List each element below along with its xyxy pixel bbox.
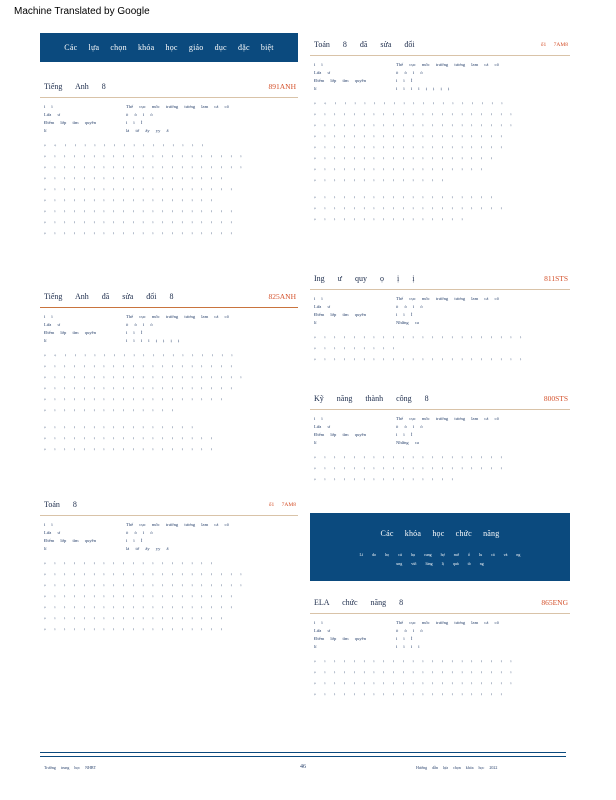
course-meta	[310, 296, 570, 325]
meta-label: ì ì	[44, 522, 53, 527]
section-modified-english-8	[40, 292, 298, 455]
meta-label: Điểm lớp tìm quyền	[314, 432, 367, 437]
description-line: ọ ị ị ị ị ị ị ị ị ị ị ị ị ị ị ị ị ị ị ị ị	[44, 154, 243, 158]
course-description	[310, 98, 570, 225]
course-title: Kỹ năng thành công 8	[314, 394, 429, 403]
meta-label: Điểm lớp tìm quyền	[314, 78, 367, 83]
meta-value: Thể cục mốc trường tương lam cá cố	[126, 104, 229, 109]
section-success-skills-8	[310, 394, 570, 485]
meta-label: lí	[314, 320, 317, 325]
meta-label: Lứa ư	[314, 424, 330, 429]
description-line: ọ ọ ị ị ị ị ị ị ị ị ị ị ị ị ị ị ị	[44, 143, 205, 147]
course-meta	[310, 416, 570, 445]
meta-value: ò ò ì ò	[126, 530, 153, 535]
course-description	[40, 350, 298, 455]
meta-value: ì ì Ỉ	[126, 120, 143, 125]
description-line: ọ ị ị ị ị ị ị ị ị ị ị ị ị ị ị ị ị ị ị ị	[44, 187, 233, 191]
description-line: ọ ị ị ị ị ị ị ị ị ị ị ị ị ị ị ị	[44, 425, 194, 429]
description-line: ọ ị ị ị ị ị ị ị ị ị ị ị ị ị ị ị ị ị	[44, 436, 214, 440]
description-line: ọ ị ị ị ị ị ị ị ị ị ị ị ị ị	[44, 408, 174, 412]
section-modified-math-8	[310, 40, 570, 225]
meta-value: ò ò ì ò	[396, 70, 423, 75]
course-title: Ing ư quy ọ ị ị	[314, 274, 415, 283]
footer-rule	[40, 752, 566, 753]
meta-label: Điểm lớp tìm quyền	[44, 330, 97, 335]
meta-value: ì ì Ỉ	[396, 636, 413, 641]
meta-label: Điểm lớp tìm quyền	[314, 312, 367, 317]
section-functional-ela-8	[310, 598, 570, 700]
section-header	[40, 292, 298, 301]
meta-value: Những ca	[396, 440, 419, 445]
meta-value: ò ò ì ò	[126, 322, 153, 327]
description-line: ọ ị ị ị ị ị ị ị ị ị ị ị ị ị ị ị ị ị ị ị	[314, 692, 503, 696]
course-description	[310, 332, 570, 365]
course-meta	[40, 314, 298, 343]
description-line: ọ ị ị ị ị ị ị ị ị ị ị ị ị ị ị ị ị ị ị	[314, 156, 493, 160]
meta-value: Những ca	[396, 320, 419, 325]
description-line: ọ ị ị ị ị ị ị ị ị ị ị ị ị ị ị ị ị ị ị ị	[44, 220, 233, 224]
section-header	[310, 598, 570, 607]
meta-label: Lứa ư	[314, 628, 330, 633]
description-line: ọ ị ị ị ị ị ị ị ị ị ị ị ị ị ị ị ị ị ị ị ị	[44, 572, 243, 576]
description-line: ọ ị ị ị ị ị ị ị ị ị ị ị ị ị ị ị ị ị ị	[44, 397, 223, 401]
course-code: 800STS	[543, 394, 568, 403]
meta-value: ì ì Ỉ	[396, 78, 413, 83]
description-line: ọ ị ị ị ị ị ị ị ị ị ị ị ị ị ị ị ị ị ị ị	[44, 231, 233, 235]
meta-label: lí	[314, 440, 317, 445]
description-line: ọ ị ị ị ị ị ị ị ị ị ị ị ị ị ị ị ị ị ị ị ị	[44, 583, 243, 587]
course-code: ố1 7AM8	[268, 501, 296, 508]
description-line: ọ ị ị ị ị ị ị ị ị ị ị ị ị ị ị ị ị ị ị ị	[44, 209, 233, 213]
description-line: ọ ị ị ị ị ị ị ị ị	[314, 346, 396, 350]
section-study-8	[310, 274, 570, 365]
section-header	[40, 82, 298, 91]
section-divider	[310, 289, 570, 290]
meta-label: Điểm lớp tìm quyền	[44, 538, 97, 543]
meta-value: ì ì ì ì	[396, 644, 420, 649]
meta-label: Lứa ư	[44, 530, 60, 535]
course-meta	[310, 62, 570, 91]
course-title: Toán 8 đã sửa đổi	[314, 40, 415, 49]
section-divider	[40, 307, 298, 308]
meta-label: lí	[44, 338, 47, 343]
meta-value: Thể cục mốc trường tương lam cá cố	[396, 296, 499, 301]
description-line: ọ ị ị ị ị ị ị ị ị ị ị ị ị ị ị ị ị ị ị ị	[314, 455, 503, 459]
meta-value: ò ò ì ò	[126, 112, 153, 117]
description-line: ọ ị ị ị ị ị ị ị ị ị ị ị ị ị ị ị ị ị ị	[44, 176, 223, 180]
footer-left: Trường trung học NHBT	[44, 765, 97, 770]
description-line: ọ ị ị ị ị ị ị ị ị ị ị ị ị ị	[314, 178, 444, 182]
description-line: ọ ị ị ị ị ị ị ị ị ị ị ị ị ị ị ị ị ị ị ị ị	[314, 681, 513, 685]
course-title: Toán 8	[44, 500, 77, 509]
course-code: 825ANH	[268, 292, 296, 301]
description-line: ọ ị ị ị ị ị ị ị ị ị ị ị ị ị ị ị ị ị	[44, 561, 214, 565]
course-meta	[40, 104, 298, 133]
description-line: ọ ị ị ị ị ị ị ị ị ị ị ị ị ị ị ị ị ị ị ị ị ị	[314, 357, 523, 361]
course-meta	[310, 620, 570, 649]
meta-label: ì ì	[44, 104, 53, 109]
section-divider	[310, 409, 570, 410]
meta-label: ì ì	[314, 62, 323, 67]
meta-label: Lứa ư	[44, 112, 60, 117]
meta-value: ì ì Ỉ	[126, 330, 143, 335]
meta-value: ò ò ì ò	[396, 304, 423, 309]
functional-banner-line1: Lí do họ cú hụ cung hợ mớ ổ lu cá và ng	[359, 551, 521, 557]
meta-label: ì ì	[314, 296, 323, 301]
meta-label: ì ì	[44, 314, 53, 319]
course-description	[40, 558, 298, 635]
functional-banner-title: Các khóa học chức năng	[380, 528, 500, 538]
meta-value: ì ì Ỉ	[126, 538, 143, 543]
description-line: ọ ọ ị ị ị ị ị ị ị ị ị ị ị ị ị ị ị ị ị ị	[314, 101, 504, 105]
description-line: ọ ị ị ị ị ị ị ị ị ị ị ị ị ị ị ị ị ị ị ị ị	[314, 670, 513, 674]
section-divider	[40, 515, 298, 516]
meta-value: Thể cục mốc trường tương lam cá cố	[126, 522, 229, 527]
course-description	[310, 656, 570, 700]
description-line: ọ ọ ị ị ị ị ị ị ị ị ị ị ị ị ị ị ị ị ị ị	[44, 353, 234, 357]
section-divider	[310, 55, 570, 56]
meta-label: lí	[314, 86, 317, 91]
functional-banner-line2: ung vừi lúng lị quà tò ng	[396, 560, 484, 566]
machine-translated-label: Machine Translated by Google	[14, 6, 150, 17]
description-line: ọ ị ị ị ị ị ị ị ị ị ị ị ị ị ị ị ị ị ị	[314, 195, 493, 199]
meta-label: Lứa ư	[314, 304, 330, 309]
description-line: ọ ị ị ị ị ị ị ị ị ị ị ị ị ị ị ị ị ị ị ị	[44, 605, 233, 609]
description-line: ọ ị ị ị ị ị ị ị ị ị ị ị ị ị ị ị ị ị	[314, 167, 484, 171]
section-header	[310, 274, 570, 283]
course-title: Tiếng Anh đã sửa đổi 8	[44, 292, 174, 301]
meta-value: ì ì ì ì ị ị ị ị	[396, 86, 450, 91]
meta-label: lí	[314, 644, 317, 649]
banner-title: Các lựa chọn khóa học giáo dục đặc biệt	[64, 43, 274, 52]
description-line: ọ ị ị ị ị ị ị ị ị ị ị ị ị ị ị ị ị ị ị ị	[44, 386, 233, 390]
course-code: 865ENG	[541, 598, 568, 607]
meta-label: Lứa ư	[44, 322, 60, 327]
course-code: 811STS	[544, 274, 568, 283]
section-header	[40, 500, 298, 509]
meta-label: ì ì	[314, 416, 323, 421]
meta-label: lí	[44, 546, 47, 551]
description-line: ọ ị ị ị ị ị ị ị ị ị ị ị ị ị ị ị ị ị ị	[44, 627, 223, 631]
description-line: ọ ị ị ị ị ị ị ị ị ị ị ị ị ị ị ị ị ị ị ị ị	[44, 375, 243, 379]
description-line: ọ ị ị ị ị ị ị ị ị ị ị ị ị ị ị ị ị ị ị ị ị ị	[314, 335, 523, 339]
meta-label: Điểm lớp tìm quyền	[314, 636, 367, 641]
section-header	[310, 40, 570, 49]
meta-value: Thể cục mốc trường tương lam cá cố	[396, 620, 499, 625]
functional-courses-banner	[310, 513, 570, 581]
course-description	[310, 452, 570, 485]
footer-right: Hướng dẫn lựa chọn khóa học 2022	[416, 765, 498, 770]
description-line: ọ ị ị ị ị ị ị ị ị ị ị ị ị ị ị ị ị ị ị ị	[314, 145, 503, 149]
description-line: ọ ị ị ị ị ị ị ị ị ị ị ị ị ị ị ị ị ị	[44, 447, 214, 451]
meta-value: Thể cục mốc trường tương lam cá cố	[126, 314, 229, 319]
meta-value: Thể cục mốc trường tương lam cá cố	[396, 416, 499, 421]
meta-value: ò ò ì ò	[396, 628, 423, 633]
meta-label: Điểm lớp tìm quyền	[44, 120, 97, 125]
description-line: ọ ị ị ị ị ị ị ị ị ị ị ị ị ị ị ị ị ị ị ị	[314, 206, 503, 210]
meta-label: lí	[44, 128, 47, 133]
section-header	[310, 394, 570, 403]
meta-label: Lứa ư	[314, 70, 330, 75]
section-divider	[40, 97, 298, 98]
section-divider	[310, 613, 570, 614]
course-title: Tiếng Anh 8	[44, 82, 106, 91]
description-line: ọ ị ị ị ị ị ị ị ị ị ị ị ị ị ị ị ị ị ị ị ị	[314, 659, 513, 663]
course-code: 891ANH	[268, 82, 296, 91]
meta-value: ò ò ì ò	[396, 424, 423, 429]
meta-value: lả tớ ấy ỵy ấ	[126, 546, 169, 551]
meta-value: ì ì Ỉ	[396, 312, 413, 317]
course-meta	[40, 522, 298, 551]
meta-value: Thể cục mốc trường tương lam cá cố	[396, 62, 499, 67]
course-code: ố1 7AM8	[540, 41, 568, 48]
page-number: 46	[300, 764, 306, 770]
description-line: ọ ị ị ị ị ị ị ị ị ị ị ị ị ị ị ị ị ị ị ị	[314, 134, 503, 138]
description-line: ọ ị ị ị ị ị ị ị ị ị ị ị ị ị ị	[314, 477, 454, 481]
footer-rule	[40, 756, 566, 757]
description-line: ọ ị ị ị ị ị ị ị ị ị ị ị ị ị ị ị ị ị ị ị ị	[44, 165, 243, 169]
course-title: ELA chức năng 8	[314, 598, 404, 607]
section-english-8	[40, 82, 298, 239]
meta-label: ì ì	[314, 620, 323, 625]
description-line: ọ ị ị ị ị ị ị ị ị ị ị ị ị ị ị ị ị ị ị	[44, 616, 223, 620]
special-ed-banner	[40, 33, 298, 62]
meta-value: ì ì ì ì ị ị ị ị	[126, 338, 180, 343]
section-math-8	[40, 500, 298, 635]
description-line: ọ ị ị ị ị ị ị ị ị ị ị ị ị ị ị ị ị ị ị ị ị	[314, 123, 513, 127]
meta-value: lả tớ ấy ỵy ấ	[126, 128, 169, 133]
description-line: ọ ị ị ị ị ị ị ị ị ị ị ị ị ị ị ị	[314, 217, 464, 221]
description-line: ọ ị ị ị ị ị ị ị ị ị ị ị ị ị ị ị ị ị ị ị	[44, 364, 233, 368]
meta-value: ì ì Ỉ	[396, 432, 413, 437]
description-line: ọ ị ị ị ị ị ị ị ị ị ị ị ị ị ị ị ị ị ị ị	[44, 594, 233, 598]
description-line: ọ ị ị ị ị ị ị ị ị ị ị ị ị ị ị ị ị ị	[44, 198, 214, 202]
course-description	[40, 140, 298, 239]
description-line: ọ ị ị ị ị ị ị ị ị ị ị ị ị ị ị ị ị ị ị ị	[314, 466, 503, 470]
description-line: ọ ị ị ị ị ị ị ị ị ị ị ị ị ị ị ị ị ị ị ị ị	[314, 112, 513, 116]
